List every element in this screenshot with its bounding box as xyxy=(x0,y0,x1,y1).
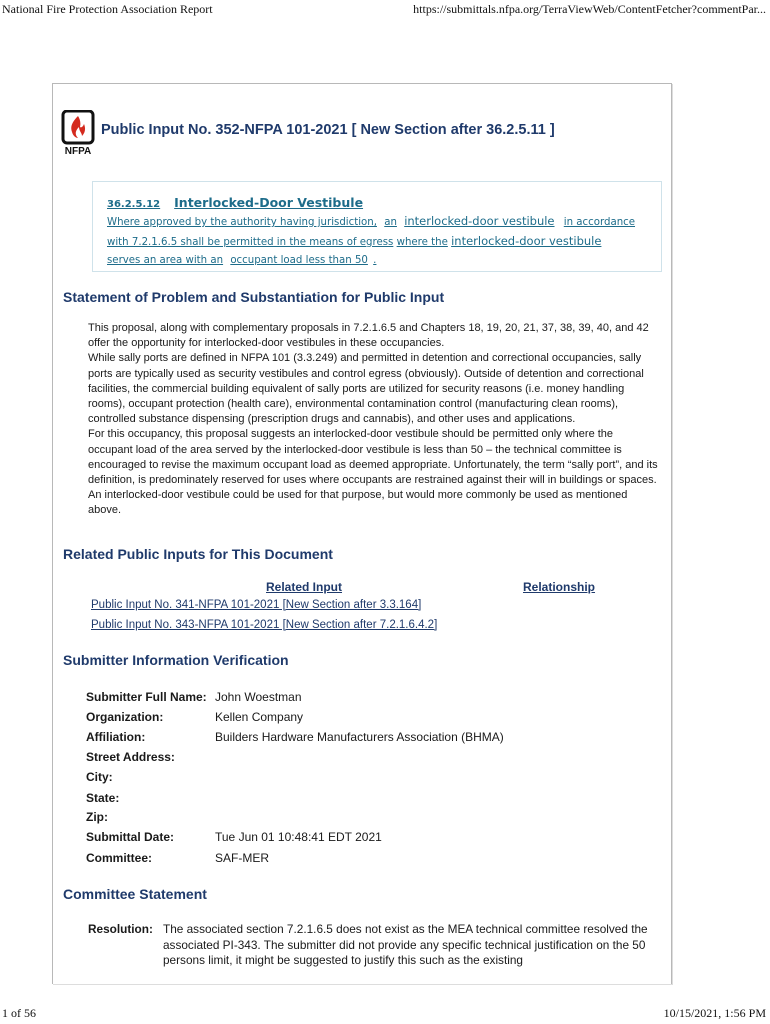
section-number: 36.2.5.12 xyxy=(107,199,161,210)
print-footer xyxy=(2,1006,766,1024)
statement-heading: Statement of Problem and Substantiation for Public Input xyxy=(63,289,445,305)
print-datetime: 10/15/2021, 1:56 PM xyxy=(663,1006,766,1020)
text-segment: where the xyxy=(396,237,448,248)
text-segment: an xyxy=(384,217,397,228)
new-section-box xyxy=(92,181,662,272)
field-label: City: xyxy=(86,770,113,784)
nfpa-logo-icon xyxy=(60,110,100,156)
related-input-link[interactable]: Public Input No. 343-NFPA 101-2021 [New Section after 7.2.1.6.4.2] xyxy=(91,619,438,631)
submitter-heading: Submitter Information Verification xyxy=(63,652,289,668)
section-heading xyxy=(107,192,363,211)
field-value: Tue Jun 01 10:48:41 EDT 2021 xyxy=(215,830,382,844)
field-label: Organization: xyxy=(86,710,164,724)
statement-paragraph: While sally ports are defined in NFPA 101 (3.3.249) and permitted in detention and correctional occupancies, sally ports are typically used as security vestibules and control egress (obviously). Outside of detention and correctional facilities, the commercial building equivalent of sally ports are utilized for security reasons (i.e. money handling rooms), occupant protection (health care), environmental contamination control (manufacturing clean rooms), controlled substance dispensing (prescription drugs and cannabis), and other uses and applications. xyxy=(88,352,644,426)
term-link[interactable]: interlocked-door vestibule xyxy=(404,214,555,228)
page-url: https://submittals.nfpa.org/TerraViewWeb/ContentFetcher?commentPar... xyxy=(413,2,766,16)
statement-paragraph: This proposal, along with complementary proposals in 7.2.1.6.5 and Chapters 18, 19, 20, 21, 37, 38, 39, 40, and 42 offer the opportunity for interlocked-door vestibules in these occupancies. xyxy=(88,322,649,350)
field-label: State: xyxy=(86,791,120,805)
field-label: Submitter Full Name: xyxy=(86,690,207,704)
text-segment: in accordance xyxy=(563,217,636,228)
field-label: Affiliation: xyxy=(86,730,146,744)
resolution-text: The associated section 7.2.1.6.5 does not exist as the MEA technical committee resolved the associated PI-343. The submitter did not provide any specific technical justification on the 50 persons limit, it might be suggested to justify this such as the existing xyxy=(163,922,648,967)
field-value: John Woestman xyxy=(215,690,302,704)
logo-text: NFPA xyxy=(64,146,92,156)
related-input-link[interactable]: Public Input No. 341-NFPA 101-2021 [New Section after 3.3.164] xyxy=(91,599,422,611)
term-link[interactable]: interlocked-door vestibule xyxy=(451,234,602,248)
statement-paragraph: For this occupancy, this proposal suggests an interlocked-door vestibule should be permitted only where the occupant load of the area served by the interlocked-door vestibule is less than 50 – the technical committee is encouraged to revise the maximum occupant load as deemed appropriate. Unfortunately, the term “sally port”, and its definition, is predominately reserved for uses where occupants are restrained against their will in buildings or spaces. An interlocked-door vestibule could be used for that purpose, but would more commonly be used as mentioned above. xyxy=(88,428,658,517)
page-title: Public Input No. 352-NFPA 101-2021 [ New Section after 36.2.5.11 ] xyxy=(101,122,555,138)
field-value: Kellen Company xyxy=(215,710,304,724)
field-value: Builders Hardware Manufacturers Association (BHMA) xyxy=(215,730,504,744)
print-header xyxy=(2,2,766,18)
report-source: National Fire Protection Association Report xyxy=(2,2,213,16)
text-segment: . xyxy=(373,255,377,266)
field-label: Committee: xyxy=(86,851,153,865)
committee-statement-heading: Committee Statement xyxy=(63,886,207,902)
relationship-column-header: Relationship xyxy=(523,580,596,594)
field-label: Zip: xyxy=(86,810,108,824)
field-value: SAF-MER xyxy=(215,851,269,865)
section-text xyxy=(107,212,655,270)
field-label: Submittal Date: xyxy=(86,830,175,844)
statement-body xyxy=(88,321,660,519)
text-segment: with 7.2.1.6.5 shall be permitted in the means of egress xyxy=(107,237,394,248)
section-title: Interlocked-Door Vestibule xyxy=(174,195,364,210)
field-label: Street Address: xyxy=(86,750,175,764)
related-heading: Related Public Inputs for This Document xyxy=(63,546,333,562)
term-link[interactable]: occupant load less than 50 xyxy=(230,255,368,266)
text-segment: Where approved by the authority having jurisdiction, xyxy=(107,217,377,228)
page-number: 1 of 56 xyxy=(2,1006,36,1020)
related-input-column-header: Related Input xyxy=(266,580,343,594)
text-segment: serves an area with an xyxy=(107,255,224,266)
resolution-label: Resolution: xyxy=(88,922,153,936)
